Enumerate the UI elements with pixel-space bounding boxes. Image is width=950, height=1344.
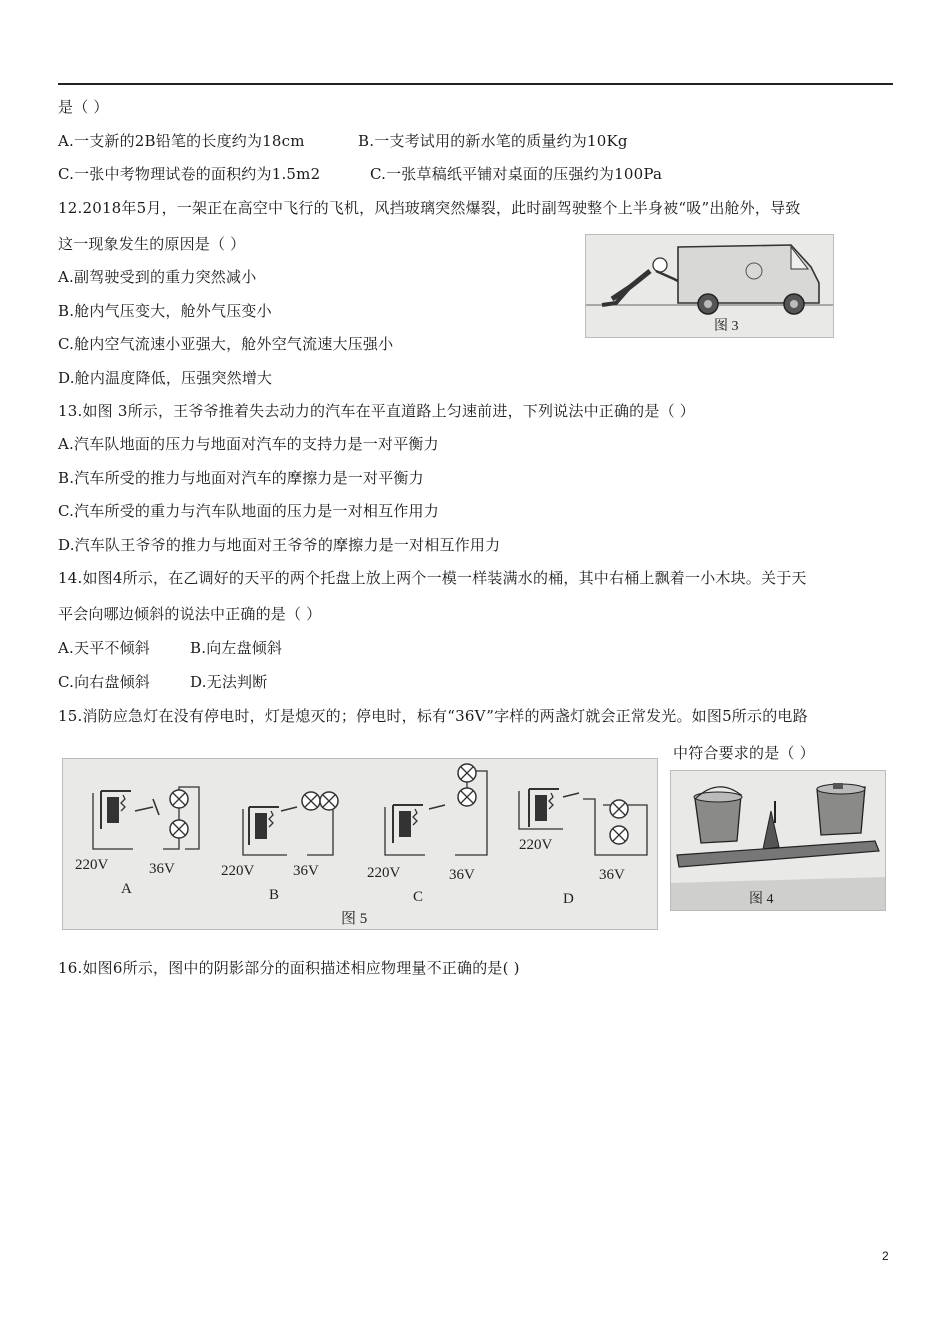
q11-option-d: C.一张草稿纸平铺对桌面的压强约为100Pa [370,165,663,183]
figure-5-caption: 图 5 [341,911,368,927]
q13-stem: 13.如图 3所示，王爷爷推着失去动力的汽车在平直道路上匀速前进，下列说法中正确的是（ ） [58,402,695,420]
question-tail: 是（ ） [58,98,109,116]
circuit-d-36v: 36V [599,867,625,883]
q16-stem: 16.如图6所示，图中的阴影部分的面积描述相应物理量不正确的是( ) [58,959,520,977]
circuit-a-220v: 220V [75,857,109,873]
q11-option-b: B.一支考试用的新水笔的质量约为10Kg [358,132,628,150]
circuit-c [367,764,487,905]
q14-stem-line2: 平会向哪边倾斜的说法中正确的是（ ） [58,605,322,623]
q14-option-c: C.向右盘倾斜 [58,673,151,691]
q14-stem-line1: 14.如图4所示，在乙调好的天平的两个托盘上放上两个一模一样装满水的桶，其中右桶上飘着一小木块。关于天 [58,569,807,587]
figure-4-balance [670,770,886,911]
q13-option-c: C.汽车所受的重力与汽车队地面的压力是一对相互作用力 [58,502,439,520]
q14-option-d: D.无法判断 [190,673,268,691]
q12-option-c: C.舱内空气流速小亚强大，舱外空气流速大压强小 [58,335,394,353]
circuit-b-label: B [269,887,280,903]
q12-stem-line2: 这一现象发生的原因是（ ） [58,235,246,253]
figure-3-caption: 图 3 [714,319,739,334]
q12-option-b: B.舱内气压变大，舱外气压变小 [58,302,272,320]
figure-4-caption: 图 4 [749,892,774,907]
q14-option-b: B.向左盘倾斜 [190,639,283,657]
circuit-d [519,789,647,907]
circuit-d-220v: 220V [519,837,553,853]
circuit-b [221,792,338,903]
q13-option-b: B.汽车所受的推力与地面对汽车的摩擦力是一对平衡力 [58,469,424,487]
q12-stem-line1: 12.2018年5月，一架正在高空中飞行的飞机，风挡玻璃突然爆裂，此时副驾驶整个上半身被“吸”出舱外，导致 [58,199,801,217]
circuit-c-36v: 36V [449,867,475,883]
page-number: 2 [882,1249,889,1263]
circuit-b-220v: 220V [221,863,255,879]
q11-option-a: A.一支新的2B铅笔的长度约为18cm [58,132,305,150]
q13-option-a: A.汽车队地面的压力与地面对汽车的支持力是一对平衡力 [58,435,439,453]
q15-stem-line1: 15.消防应急灯在没有停电时，灯是熄灭的；停电时，标有“36V”字样的两盏灯就会正常发光。如图5所示的电路 [58,707,808,725]
q12-option-a: A.副驾驶受到的重力突然减小 [58,268,257,286]
circuit-d-label: D [563,891,574,907]
q12-option-d: D.舱内温度降低，压强突然增大 [58,369,273,387]
header-rule [58,83,893,85]
q11-option-c: C.一张中考物理试卷的面积约为1.5m2 [58,165,321,183]
figure-3-push-car [585,234,834,338]
circuit-c-label: C [413,889,424,905]
circuit-b-36v: 36V [293,863,319,879]
figure-5-circuits [62,758,658,930]
circuit-a-label: A [121,881,132,897]
circuit-a [75,787,199,897]
q15-stem-line2: 中符合要求的是（ ） [673,744,815,762]
circuit-a-36v: 36V [149,861,175,877]
q14-option-a: A.天平不倾斜 [58,639,151,657]
q13-option-d: D.汽车队王爷爷的推力与地面对王爷爷的摩擦力是一对相互作用力 [58,536,501,554]
circuit-c-220v: 220V [367,865,401,881]
